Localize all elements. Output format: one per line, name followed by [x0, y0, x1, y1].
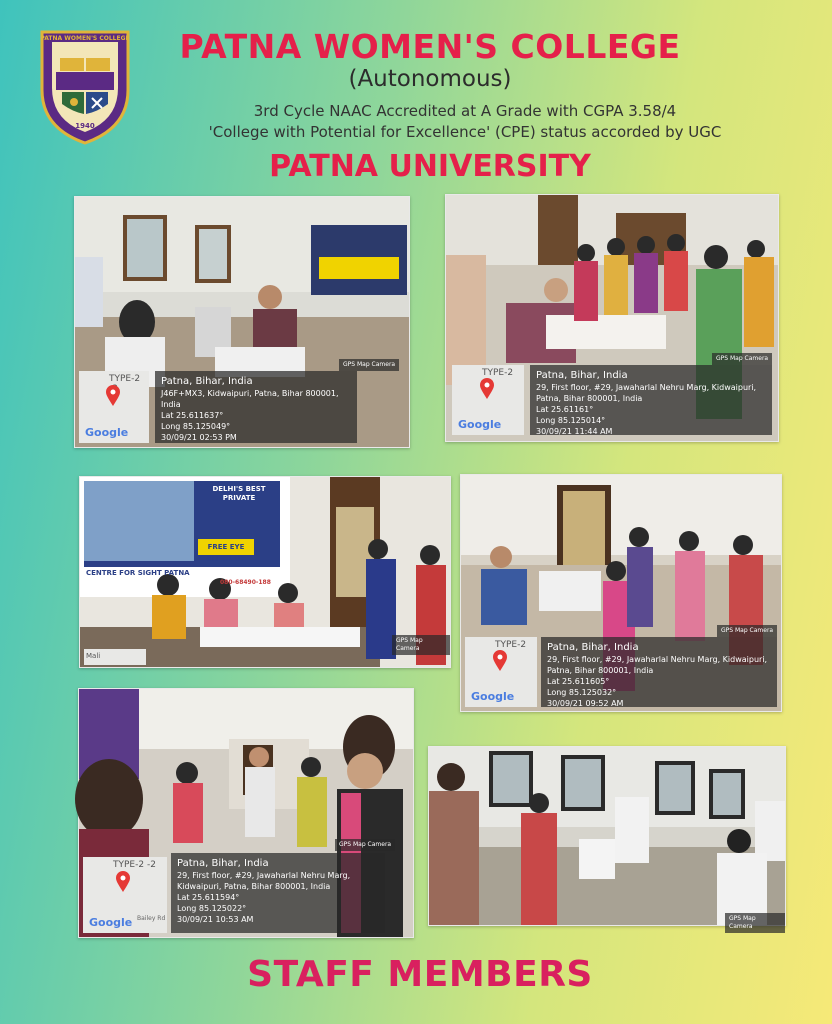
- gps-info-box: [530, 365, 772, 435]
- gps-address: 29, First floor, #29, Jawaharlal Nehru Marg, Kidwaipuri, Patna, Bihar 800001, India: [177, 871, 351, 891]
- gps-camera-label: GPS Map Camera: [335, 839, 395, 851]
- photo-eye-exam-queue: [445, 194, 779, 442]
- google-logo: Google: [458, 418, 502, 431]
- university-name: PATNA UNIVERSITY: [269, 149, 591, 184]
- banner-centre: CENTRE FOR SIGHT PATNA: [86, 569, 190, 577]
- gps-camera-label: GPS Map Camera: [717, 625, 777, 637]
- map-pin-icon: [115, 871, 131, 893]
- gps-long: Long 85.125049°: [161, 422, 231, 431]
- gps-map: [465, 637, 537, 707]
- google-logo: Google: [89, 916, 133, 929]
- logo-year: 1940: [75, 122, 95, 130]
- map-type-label: TYPE-2: [482, 368, 514, 378]
- gps-address: 29, First floor, #29, Jawaharlal Nehru Marg, Kidwaipuri, Patna, Bihar 800001, India: [536, 383, 757, 403]
- gps-map: [83, 857, 167, 933]
- map-pin-icon: [479, 378, 495, 400]
- gps-place: Patna, Bihar, India: [536, 370, 628, 381]
- gps-place: Patna, Bihar, India: [161, 376, 253, 387]
- banner-free-checkup: FREE EYE CHECK-UP: [206, 543, 246, 563]
- gps-time: 30/09/21 02:53 PM: [161, 433, 237, 442]
- gps-camera-label: GPS Map Camera: [339, 359, 399, 371]
- banner-text: [196, 485, 282, 503]
- logo-arc-text: PATNA WOMEN'S COLLEGE: [40, 35, 130, 42]
- gps-long: Long 85.125014°: [536, 416, 606, 425]
- gps-info-box: [171, 853, 385, 933]
- photo-eye-exam-1: [74, 196, 410, 448]
- cpe-status-line: 'College with Potential for Excellence' (CPE) status accorded by UGC: [208, 123, 722, 141]
- photo-registration-desk: [79, 476, 451, 668]
- gps-info-box: [155, 371, 357, 443]
- gps-time: 30/09/21 11:44 AM: [536, 427, 613, 436]
- map-pin-icon: [105, 385, 121, 407]
- gps-address: 29, First floor, #29, Jawaharlal Nehru Marg, Kidwaipuri, Patna, Bihar 800001, India: [547, 655, 768, 675]
- gps-place: Patna, Bihar, India: [177, 858, 269, 869]
- gps-address: J46F+MX3, Kidwaipuri, Patna, Bihar 800001, India: [161, 389, 339, 409]
- gps-camera-label: GPS Map Camera: [725, 913, 785, 933]
- gps-time: 30/09/21 09:52 AM: [547, 699, 624, 708]
- banner-line-1: DELHI'S BEST PRIVATE: [212, 485, 266, 502]
- google-logo: Google: [85, 426, 129, 439]
- autonomous-label: (Autonomous): [348, 66, 512, 92]
- college-name: PATNA WOMEN'S COLLEGE: [179, 27, 681, 66]
- gps-map-label: Mali: [84, 649, 146, 665]
- gps-long: Long 85.125022°: [177, 904, 247, 913]
- map-type-label: TYPE-2 -2: [113, 860, 156, 870]
- photo-scene: [429, 747, 785, 925]
- gps-time: 30/09/21 10:53 AM: [177, 915, 254, 924]
- photo-corridor-queue: [78, 688, 414, 938]
- map-pin-icon: [492, 650, 508, 672]
- map-type-label: TYPE-2: [109, 374, 141, 384]
- gps-info-box: [541, 637, 777, 707]
- gps-camera-label: GPS Map Camera: [712, 353, 772, 365]
- gps-map: [452, 365, 524, 435]
- gps-lat: Lat 25.611594°: [177, 893, 240, 902]
- photo-eye-exam-2: [460, 474, 782, 712]
- map-road-label: Bailey Rd: [137, 915, 166, 922]
- gps-long: Long 85.125032°: [547, 688, 617, 697]
- gps-lat: Lat 25.611637°: [161, 411, 224, 420]
- gps-camera-label: GPS Map Camera: [392, 635, 450, 655]
- accreditation-line: 3rd Cycle NAAC Accredited at A Grade with CGPA 3.58/4: [253, 102, 677, 120]
- gps-map: [79, 371, 149, 443]
- gps-lat: Lat 25.61161°: [536, 405, 594, 414]
- gps-place: Patna, Bihar, India: [547, 642, 639, 653]
- photo-hall-staff: [428, 746, 786, 930]
- staff-members-title: STAFF MEMBERS: [247, 954, 593, 995]
- google-logo: Google: [471, 690, 515, 703]
- banner-phone: 080-68490-188: [220, 579, 271, 586]
- map-type-label: TYPE-2: [495, 640, 527, 650]
- gps-lat: Lat 25.611605°: [547, 677, 610, 686]
